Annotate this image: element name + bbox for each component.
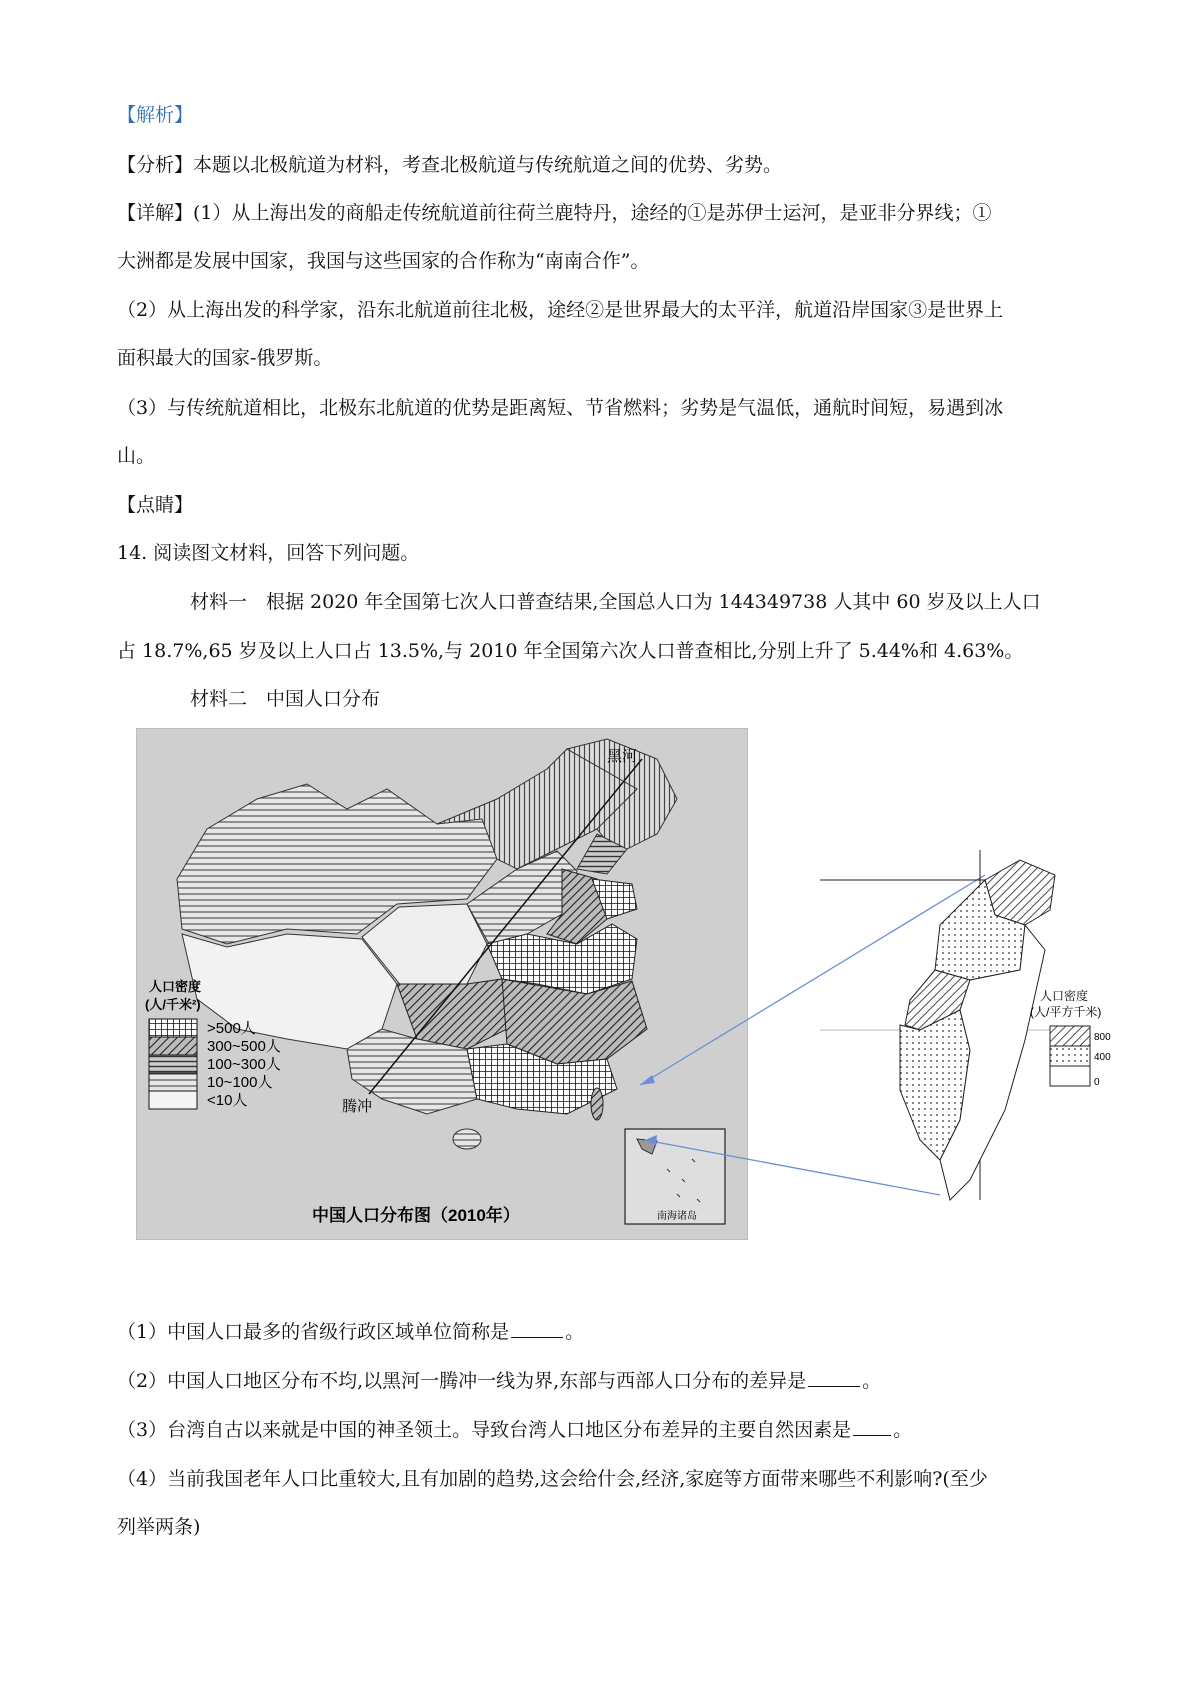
tw-legend-title: 人口密度	[1040, 989, 1089, 1003]
legend-item: 100~300人	[207, 1056, 281, 1073]
material-1-line-2: 占 18.7%,65 岁及以上人口占 13.5%,与 2010 年全国第六次人口普查相比,分别上升了 5.44%和 4.63%。	[117, 640, 1024, 662]
tw-legend-unit: (人/平方千米)	[1030, 1005, 1102, 1019]
question-number: 14. 阅读图文材料，回答下列问题。	[117, 542, 420, 564]
detail-2-line-2: 面积最大的国家-俄罗斯。	[117, 347, 333, 369]
legend-item: <10人	[207, 1092, 248, 1109]
label-heihe: 黑河	[607, 748, 638, 765]
legend-item: 10~100人	[207, 1074, 273, 1091]
legend-item: 300~500人	[207, 1038, 281, 1055]
tw-legend-value: 800	[1094, 1032, 1111, 1043]
label-tengchong: 腾冲	[342, 1098, 373, 1115]
tw-legend-value: 400	[1094, 1052, 1111, 1063]
taiwan-population-map	[820, 830, 1120, 1210]
legend-title: 人口密度	[149, 979, 202, 994]
question-4-line-1: （4）当前我国老年人口比重较大,且有加剧的趋势,这会给什会,经济,家庭等方面带来哪些不利影响?(至少	[117, 1468, 988, 1490]
analysis-heading: 【解析】	[117, 104, 194, 126]
question-4-line-2: 列举两条)	[117, 1516, 201, 1538]
note-heading: 【点睛】	[117, 494, 194, 516]
tw-legend-value: 0	[1094, 1077, 1100, 1088]
material-1-line-1: 材料一 根据 2020 年全国第七次人口普查结果,全国总人口为 144349738 人其中 60 岁及以上人口	[190, 591, 1041, 613]
question-2: （2）中国人口地区分布不均,以黑河一腾冲一线为界,东部与西部人口分布的差异是 。	[117, 1370, 882, 1392]
material-2: 材料二 中国人口分布	[190, 688, 381, 710]
detail-1-line-2: 大洲都是发展中国家，我国与这些国家的合作称为“南南合作”。	[117, 250, 650, 272]
detail-3-line-2: 山。	[117, 445, 156, 467]
inset-label: 南海诸岛	[657, 1211, 697, 1222]
legend-unit: (人/千米²)	[145, 997, 201, 1012]
answer-blank-3[interactable]	[853, 1417, 891, 1436]
legend-item: >500人	[207, 1020, 256, 1037]
answer-blank-1[interactable]	[511, 1319, 563, 1338]
analysis-summary: 【分析】本题以北极航道为材料，考查北极航道与传统航道之间的优势、劣势。	[117, 154, 783, 176]
question-3: （3）台湾自古以来就是中国的神圣领土。导致台湾人口地区分布差异的主要自然因素是 。	[117, 1419, 913, 1441]
detail-2-line-1: （2）从上海出发的科学家，沿东北航道前往北极，途经②是世界最大的太平洋，航道沿岸国家③是世界上	[117, 299, 1004, 321]
detail-1-line-1: 【详解】(1）从上海出发的商船走传统航道前往荷兰鹿特丹，途经的①是苏伊士运河，是亚非分界线；①	[117, 202, 992, 224]
detail-3-line-1: （3）与传统航道相比，北极东北航道的优势是距离短、节省燃料；劣势是气温低，通航时间短，易遇到冰	[117, 397, 1004, 419]
map-title: 中国人口分布图（2010年）	[312, 1206, 520, 1225]
question-1: （1）中国人口最多的省级行政区域单位简称是 。	[117, 1321, 585, 1343]
answer-blank-2[interactable]	[808, 1368, 860, 1387]
